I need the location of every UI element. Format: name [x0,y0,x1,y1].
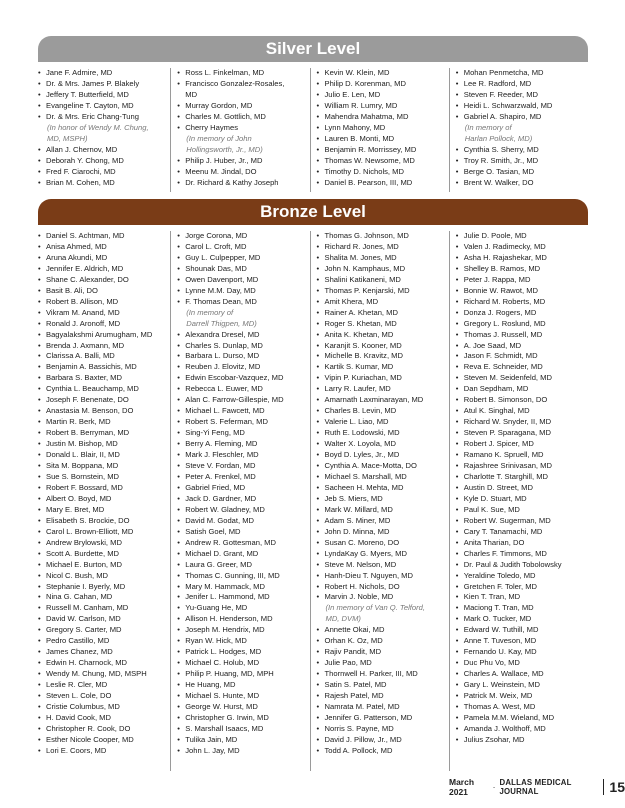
donor-name: • William R. Lumry, MD [317,101,447,112]
donor-name: • Richard R. Jones, MD [317,242,447,253]
donor-name: • Michael C. Holub, MD [177,658,307,669]
donor-name: • Philip D. Korenman, MD [317,79,447,90]
donor-name: • John L. Jay, MD [177,746,307,757]
footer-divider [603,779,604,795]
donor-name: • John N. Kamphaus, MD [317,264,447,275]
bronze-column-4 [449,231,588,771]
donor-name: • Michael E. Burton, MD [38,560,168,571]
donor-name: • Robert H. Nichols, DO [317,582,447,593]
donor-name: • Heidi L. Schwarzwald, MD [456,101,586,112]
donor-name: • Pedro Castillo, MD [38,636,168,647]
donor-name: • Mark J. Fleschler, MD [177,450,307,461]
donor-name: • Austin D. Street, MD [456,483,586,494]
donor-name: • Andrew R. Gottesman, MD [177,538,307,549]
donor-name: • Atul K. Singhal, MD [456,406,586,417]
donor-name: • Thomas G. Johnson, MD [317,231,447,242]
donor-name: • Cynthia A. Mace-Motta, DO [317,461,447,472]
donor-name: • Yeraldine Toledo, MD [456,571,586,582]
donor-name: • Cynthia L. Beauchamp, MD [38,384,168,395]
donor-name: • David W. Carlson, MD [38,614,168,625]
donor-name: • Ruth E. Lodowski, MD [317,428,447,439]
donor-name: • Allan J. Chernov, MD [38,145,168,156]
silver-donor-list [38,68,588,192]
donor-name: • Evangeline T. Cayton, MD [38,101,168,112]
donor-name: • Michael S. Marshall, MD [317,472,447,483]
donor-name: • Yu-Guang He, MD [177,603,307,614]
donor-name: • Cherry Haymes [177,123,307,134]
donor-name: • Benjamin R. Morrissey, MD [317,145,447,156]
donor-name: • Nicol C. Bush, MD [38,571,168,582]
donor-name: • Rajashree Srinivasan, MD [456,461,586,472]
donor-name: • Elisabeth S. Brockie, DO [38,516,168,527]
donor-name: • Robert S. Feferman, MD [177,417,307,428]
donor-name: • Thornwell H. Parker, III, MD [317,669,447,680]
donor-name: • Mohan Penmetcha, MD [456,68,586,79]
donor-name: • Deborah Y. Chong, MD [38,156,168,167]
donor-name: • Satin S. Patel, MD [317,680,447,691]
donor-name: • H. David Cook, MD [38,713,168,724]
donor-name: • Michelle B. Kravitz, MD [317,351,447,362]
donor-name: • Ronald J. Aronoff, MD [38,319,168,330]
donor-name: • Shalita M. Jones, MD [317,253,447,264]
donor-name: • Fernando U. Kay, MD [456,647,586,658]
donor-name: • Jenifer L. Hammond, MD [177,592,307,603]
memorial-note: (In memory of Van Q. Telford, [325,603,425,613]
donor-name: • Rajesh Patel, MD [317,691,447,702]
issue-date: March 2021 [449,777,475,797]
memorial-note: MD, MSPH) [47,133,88,143]
donor-name-continued: MD [185,89,198,99]
donor-name: • Adam S. Miner, MD [317,516,447,527]
donor-name: • Walter X. Loyola, MD [317,439,447,450]
donor-name: • F. Thomas Dean, MD [177,297,307,308]
donor-name: • Mark O. Tucker, MD [456,614,586,625]
donor-name: • George W. Hurst, MD [177,702,307,713]
donor-name: • Jeffery T. Butterfield, MD [38,90,168,101]
donor-name: • Rebecca L. Euwer, MD [177,384,307,395]
memorial-note: (In memory of John [186,133,252,143]
donor-name: • Todd A. Pollock, MD [317,746,447,757]
donor-name: • Basit B. Ali, DO [38,286,168,297]
bronze-column-1 [38,231,170,771]
donor-name: • Dr. & Mrs. Eric Chang-Tung [38,112,168,123]
donor-name: • Kartik S. Kumar, MD [317,362,447,373]
donor-name: • Thomas C. Gunning, III, MD [177,571,307,582]
donor-name: • Patrick M. Weix, MD [456,691,586,702]
donor-name: • Orhan K. Oz, MD [317,636,447,647]
donor-name: • Michael D. Grant, MD [177,549,307,560]
donor-name: • Philip P. Huang, MD, MPH [177,669,307,680]
donor-name: • Gabriel A. Shapiro, MD [456,112,586,123]
memorial-note: Darrell Thigpen, MD) [186,318,257,328]
donor-name: • James Chanez, MD [38,647,168,658]
donor-name: • Donald L. Blair, II, MD [38,450,168,461]
donor-name: • LyndaKay G. Myers, MD [317,549,447,560]
donor-name: • Thomas W. Newsome, MD [317,156,447,167]
donor-name: • Rajiv Pandit, MD [317,647,447,658]
donor-name: • Robert F. Bossard, MD [38,483,168,494]
donor-name: • Patrick L. Hodges, MD [177,647,307,658]
donor-name: • Norris S. Payne, MD [317,724,447,735]
donor-name: • Jeb S. Miers, MD [317,494,447,505]
donor-name: • Cristie Columbus, MD [38,702,168,713]
bronze-level-heading: Bronze Level [38,199,588,225]
donor-name: • Gretchen F. Toler, MD [456,582,586,593]
donor-name: • Lynne M.M. Day, MD [177,286,307,297]
donor-name: • Allison H. Henderson, MD [177,614,307,625]
bronze-column-2 [170,231,309,771]
donor-name: • Jorge Corona, MD [177,231,307,242]
silver-column-2 [170,68,309,192]
donor-name: • Dr. Paul & Judith Tobolowsky [456,560,586,571]
donor-name: • Christopher R. Cook, DO [38,724,168,735]
donor-name: • Thomas A. West, MD [456,702,586,713]
donor-name: • Wendy M. Chung, MD, MSPH [38,669,168,680]
silver-level-heading: Silver Level [38,36,588,62]
journal-name: DALLAS MEDICAL JOURNAL [499,778,572,796]
donor-name: • Jane F. Admire, MD [38,68,168,79]
donor-name: • Fred F. Ciarochi, MD [38,167,168,178]
donor-name: • Anne T. Tuveson, MD [456,636,586,647]
donor-name: • Ryan W. Hick, MD [177,636,307,647]
donor-name: • Steve V. Fordan, MD [177,461,307,472]
donor-name: • Brent W. Walker, DO [456,178,586,189]
donor-name: • Reuben J. Elovitz, MD [177,362,307,373]
donor-name: • Rainer A. Khetan, MD [317,308,447,319]
donor-name: • Sacheen H. Mehta, MD [317,483,447,494]
donor-name: • Michael S. Hunte, MD [177,691,307,702]
donor-name: • Edwin H. Charnock, MD [38,658,168,669]
donor-name: • Robert B. Berryman, MD [38,428,168,439]
donor-name: • Aruna Akundi, MD [38,253,168,264]
donor-name: • Larry R. Laufer, MD [317,384,447,395]
donor-name: • Donza J. Rogers, MD [456,308,586,319]
donor-name: • Sita M. Boppana, MD [38,461,168,472]
donor-name: • Stephanie I. Byerly, MD [38,582,168,593]
donor-name: • Steven M. Seidenfeld, MD [456,373,586,384]
donor-name: • Scott A. Burdette, MD [38,549,168,560]
donor-name: • John D. Minna, MD [317,527,447,538]
donor-name: • Peter A. Frenkel, MD [177,472,307,483]
donor-name: • Martin R. Berk, MD [38,417,168,428]
donor-name: • Jack D. Gardner, MD [177,494,307,505]
donor-name: • Anastasia M. Benson, DO [38,406,168,417]
donor-name: • Daniel B. Pearson, III, MD [317,178,447,189]
donor-name: • Lee R. Radford, MD [456,79,586,90]
donor-name: • Bagyalakshmi Arumugham, MD [38,330,168,341]
donor-name: • Robert B. Allison, MD [38,297,168,308]
donor-name: • Barbara S. Baxter, MD [38,373,168,384]
donor-name: • Asha H. Rajashekar, MD [456,253,586,264]
donor-name: • Thomas J. Russell, MD [456,330,586,341]
donor-name: • Timothy D. Nichols, MD [317,167,447,178]
donor-name: • Mary E. Bret, MD [38,505,168,516]
donor-name: • Lynn Mahony, MD [317,123,447,134]
donor-name: • Boyd D. Lyles, Jr., MD [317,450,447,461]
donor-name: • Carol L. Croft, MD [177,242,307,253]
donor-name: • Benjamin A. Bassichis, MD [38,362,168,373]
memorial-note: MD, DVM) [325,614,361,624]
donor-name: • Vikram M. Anand, MD [38,308,168,319]
donor-name: • Justin M. Bishop, MD [38,439,168,450]
donor-name: • Julie Pao, MD [317,658,447,669]
donor-name: • Robert J. Spicer, MD [456,439,586,450]
donor-name: • Clarissa A. Balli, MD [38,351,168,362]
donor-name: • Steve M. Nelson, MD [317,560,447,571]
donor-name: • Richard M. Roberts, MD [456,297,586,308]
donor-name: • Susan C. Moreno, DO [317,538,447,549]
donor-name: • Christopher G. Irwin, MD [177,713,307,724]
donor-name: • He Huang, MD [177,680,307,691]
donor-name: • Jennifer G. Patterson, MD [317,713,447,724]
donor-name: • Mary M. Hammack, MD [177,582,307,593]
donor-name: • Charles A. Wallace, MD [456,669,586,680]
donor-name: • Robert B. Simonson, DO [456,395,586,406]
donor-name: • Joseph M. Hendrix, MD [177,625,307,636]
donor-name: • Gary L. Weinstein, MD [456,680,586,691]
donor-name: • Troy R. Smith, Jr., MD [456,156,586,167]
donor-name: • Brian M. Cohen, MD [38,178,168,189]
donor-name: • Alexandra Dresel, MD [177,330,307,341]
donor-name: • David M. Godat, MD [177,516,307,527]
donor-name: • Peter J. Rappa, MD [456,275,586,286]
donor-name: • Reva E. Schneider, MD [456,362,586,373]
donor-name: • Gregory L. Roslund, MD [456,319,586,330]
donor-name: • Maciong T. Tran, MD [456,603,586,614]
donor-name: • Lori E. Coors, MD [38,746,168,757]
donor-name: • Annette Okai, MD [317,625,447,636]
donor-name: • Carol L. Brown-Elliott, MD [38,527,168,538]
silver-column-4 [449,68,588,192]
donor-name: • Amit Khera, MD [317,297,447,308]
page-footer [449,777,625,797]
donor-name: • Berry A. Fleming, MD [177,439,307,450]
donor-name: • Julio E. Len, MD [317,90,447,101]
donor-name: • Albert O. Boyd, MD [38,494,168,505]
donor-name: • Joseph F. Benenate, DO [38,395,168,406]
donor-name: • Leslie R. Cler, MD [38,680,168,691]
donor-name: • Charles S. Dunlap, MD [177,341,307,352]
donor-name: • Mark W. Millard, MD [317,505,447,516]
donor-name: • Charles F. Timmons, MD [456,549,586,560]
donor-name: • Tulika Jain, MD [177,735,307,746]
donor-name: • Charles M. Gottlich, MD [177,112,307,123]
memorial-note: (In memory of [464,122,512,132]
footer-separator: · [492,782,496,792]
donor-name: • Dr. & Mrs. James P. Blakely [38,79,168,90]
donor-name: • Gregory S. Carter, MD [38,625,168,636]
donor-name: • Gabriel Fried, MD [177,483,307,494]
donor-name: • Robert W. Gladney, MD [177,505,307,516]
donor-name: • Thomas P. Kenjarski, MD [317,286,447,297]
memorial-note: (In honor of Wendy M. Chung, [47,122,149,132]
bronze-column-3 [310,231,449,771]
bronze-donor-list [38,231,588,771]
donor-name: • Ramano K. Spruell, MD [456,450,586,461]
silver-column-3 [310,68,449,192]
donor-name: • Francisco Gonzalez-Rosales, [177,79,307,90]
donor-name: • Charlotte T. Starghill, MD [456,472,586,483]
memorial-note: (In memory of [186,307,234,317]
donor-name: • Richard W. Snyder, II, MD [456,417,586,428]
silver-column-1 [38,68,170,192]
donor-name: • Daniel S. Achtman, MD [38,231,168,242]
donor-name: • Marvin J. Noble, MD [317,592,447,603]
donor-name: • Kyle D. Stuart, MD [456,494,586,505]
donor-name: • Duc Phu Vo, MD [456,658,586,669]
donor-name: • Berge O. Tasian, MD [456,167,586,178]
donor-name: • Steven P. Sparagana, MD [456,428,586,439]
donor-name: • Valen J. Radimecky, MD [456,242,586,253]
donor-name: • Barbara L. Durso, MD [177,351,307,362]
memorial-note: Hollingsworth, Jr., MD) [186,144,263,154]
donor-name: • Karanjit S. Kooner, MD [317,341,447,352]
donor-name: • Hanh-Dieu T. Nguyen, MD [317,571,447,582]
donor-name: • Anita K. Khetan, MD [317,330,447,341]
donor-name: • Cary T. Tanamachi, MD [456,527,586,538]
donor-name: • Cynthia S. Sherry, MD [456,145,586,156]
donor-name: • Murray Gordon, MD [177,101,307,112]
donor-name: • Julie D. Poole, MD [456,231,586,242]
donor-name: • Lauren B. Monti, MD [317,134,447,145]
donor-name: • Sing-Yi Feng, MD [177,428,307,439]
donor-name: • Shounak Das, MD [177,264,307,275]
donor-name: • Namrata M. Patel, MD [317,702,447,713]
donor-name: • Meenu M. Jindal, DO [177,167,307,178]
donor-name: • Guy L. Culpepper, MD [177,253,307,264]
donor-name: • Andrew Brylowski, MD [38,538,168,549]
page-number: 15 [609,779,625,795]
donor-name: • S. Marshall Isaacs, MD [177,724,307,735]
donor-name: • Shane C. Alexander, DO [38,275,168,286]
donor-name: • Edwin Escobar-Vazquez, MD [177,373,307,384]
donor-name: • Dr. Richard & Kathy Joseph [177,178,307,189]
donor-name: • A. Joe Saad, MD [456,341,586,352]
donor-name: • Shelley B. Ramos, MD [456,264,586,275]
donor-name: • Philip J. Huber, Jr., MD [177,156,307,167]
donor-name: • Dan Sepdham, MD [456,384,586,395]
donor-name: • Edward W. Tuthill, MD [456,625,586,636]
donor-name: • Bonnie W. Rawot, MD [456,286,586,297]
donor-name: • Nina G. Cahan, MD [38,592,168,603]
donor-name: • Amanda J. Wolthoff, MD [456,724,586,735]
donor-name: • Pamela M.M. Wieland, MD [456,713,586,724]
donor-name: • Michael L. Fawcett, MD [177,406,307,417]
donor-name: • Brenda J. Axmann, MD [38,341,168,352]
donor-name: • Roger S. Khetan, MD [317,319,447,330]
donor-name: • Satish Goel, MD [177,527,307,538]
donor-name: • Anita Tharian, DO [456,538,586,549]
donor-name: • Anisa Ahmed, MD [38,242,168,253]
donor-name: • Kien T. Tran, MD [456,592,586,603]
donor-name: • Vipin P. Kuriachan, MD [317,373,447,384]
donor-name: • Kevin W. Klein, MD [317,68,447,79]
donor-name: • Steven L. Cole, DO [38,691,168,702]
donor-name: • David J. Pillow, Jr., MD [317,735,447,746]
donor-name: • Shalini Katikaneni, MD [317,275,447,286]
donor-name: • Charles B. Levin, MD [317,406,447,417]
donor-name: • Steven F. Reeder, MD [456,90,586,101]
donor-name: • Paul K. Sue, MD [456,505,586,516]
donor-name: • Esther Nicole Cooper, MD [38,735,168,746]
donor-name: • Jason F. Schmidt, MD [456,351,586,362]
memorial-note: Harlan Pollock, MD) [464,133,533,143]
donor-name: • Owen Davenport, MD [177,275,307,286]
donor-name: • Sue S. Bornstein, MD [38,472,168,483]
donor-name: • Julius Zsohar, MD [456,735,586,746]
donor-name: • Alan C. Farrow-Gillespie, MD [177,395,307,406]
donor-name: • Laura G. Greer, MD [177,560,307,571]
donor-name: • Mahendra Mahatma, MD [317,112,447,123]
donor-name: • Jennifer E. Aldrich, MD [38,264,168,275]
donor-name: • Russell M. Canham, MD [38,603,168,614]
donor-name: • Valerie L. Liao, MD [317,417,447,428]
donor-name: • Robert W. Sugerman, MD [456,516,586,527]
donor-name: • Amarnath Laxminarayan, MD [317,395,447,406]
donor-name: • Ross L. Finkelman, MD [177,68,307,79]
